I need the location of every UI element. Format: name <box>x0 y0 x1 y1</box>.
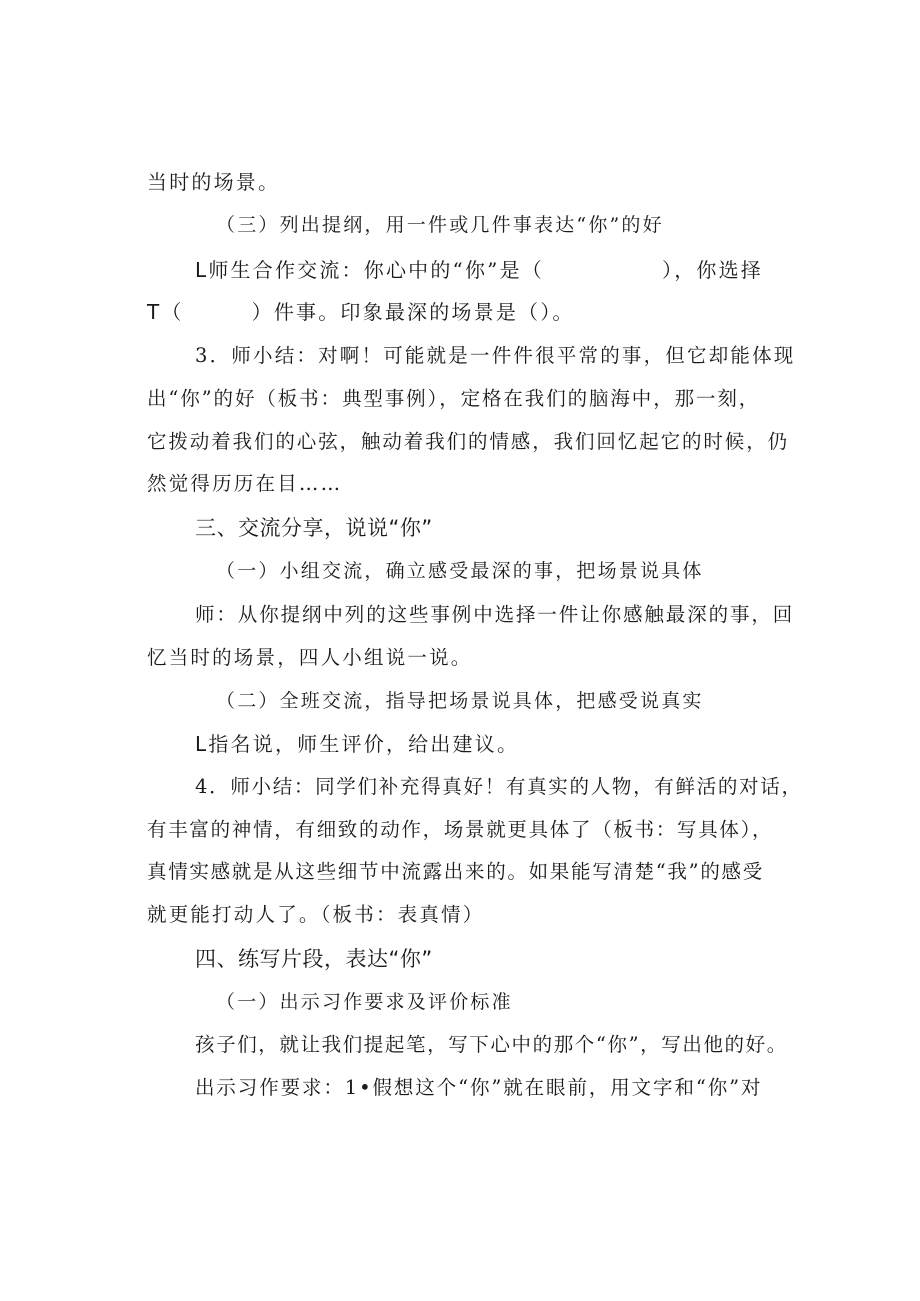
paragraph-line: 当时的场景。 <box>147 170 281 194</box>
line-text: （ <box>161 300 184 324</box>
paragraph-line: 出“你”的好（板书：典型事例），定格在我们的脑海中，那一刻， <box>147 387 761 410</box>
section-heading: 三、交流分享，说说“你” <box>195 516 433 540</box>
line-text: ），你选择 <box>662 258 763 282</box>
paragraph-line <box>147 298 575 326</box>
paragraph-line <box>195 256 763 284</box>
paragraph-line: 然觉得历历在目…… <box>147 472 343 495</box>
section-heading: 四、练写片段，表达“你” <box>195 947 433 971</box>
paragraph-line: 3．师小结：对啊！可能就是一件件很平常的事，但它却能体现 <box>195 344 796 367</box>
line-text: 师生合作交流：你心中的“你”是（ <box>208 258 544 282</box>
paragraph-line: 孩子们，就让我们提起笔，写下心中的那个“你”，写出他的好。 <box>195 1033 788 1056</box>
paragraph-line: 4．师小结：同学们补充得真好！有真实的人物，有鲜活的对话， <box>195 775 803 798</box>
subsection-heading: （一）出示习作要求及评价标准 <box>216 991 513 1013</box>
line-text: 指名说，师生评价，给出建议。 <box>208 732 520 756</box>
paragraph-line: 出示习作要求：1•假想这个“你”就在眼前，用文字和“你”对 <box>195 1076 763 1099</box>
list-marker: L <box>195 732 209 756</box>
paragraph-line: 就更能打动人了。（板书：表真情） <box>147 903 485 926</box>
list-marker: T <box>147 300 162 324</box>
subsection-heading: （二）全班交流，指导把场景说具体，把感受说真实 <box>216 690 704 712</box>
line-text: ）件事。印象最深的场景是（）。 <box>251 300 575 324</box>
subsection-heading: （一）小组交流，确立感受最深的事，把场景说具体 <box>216 560 704 582</box>
paragraph-line: 真情实感就是从这些细节中流露出来的。如果能写清楚“我”的感受 <box>147 860 764 883</box>
subsection-heading: （三）列出提纲，用一件或几件事表达“你”的好 <box>216 214 664 236</box>
paragraph-line <box>195 730 519 758</box>
paragraph-line: 师：从你提纲中列的这些事例中选择一件让你感触最深的事，回 <box>195 603 795 626</box>
paragraph-line: 有丰富的神情，有细致的动作，场景就更具体了（板书：写具体）， <box>147 818 774 841</box>
list-marker: L <box>195 258 209 282</box>
paragraph-line: 它拨动着我们的心弦，触动着我们的情感，我们回忆起它的时候，仍 <box>147 430 790 453</box>
paragraph-line: 忆当时的场景，四人小组说一说。 <box>147 646 473 669</box>
